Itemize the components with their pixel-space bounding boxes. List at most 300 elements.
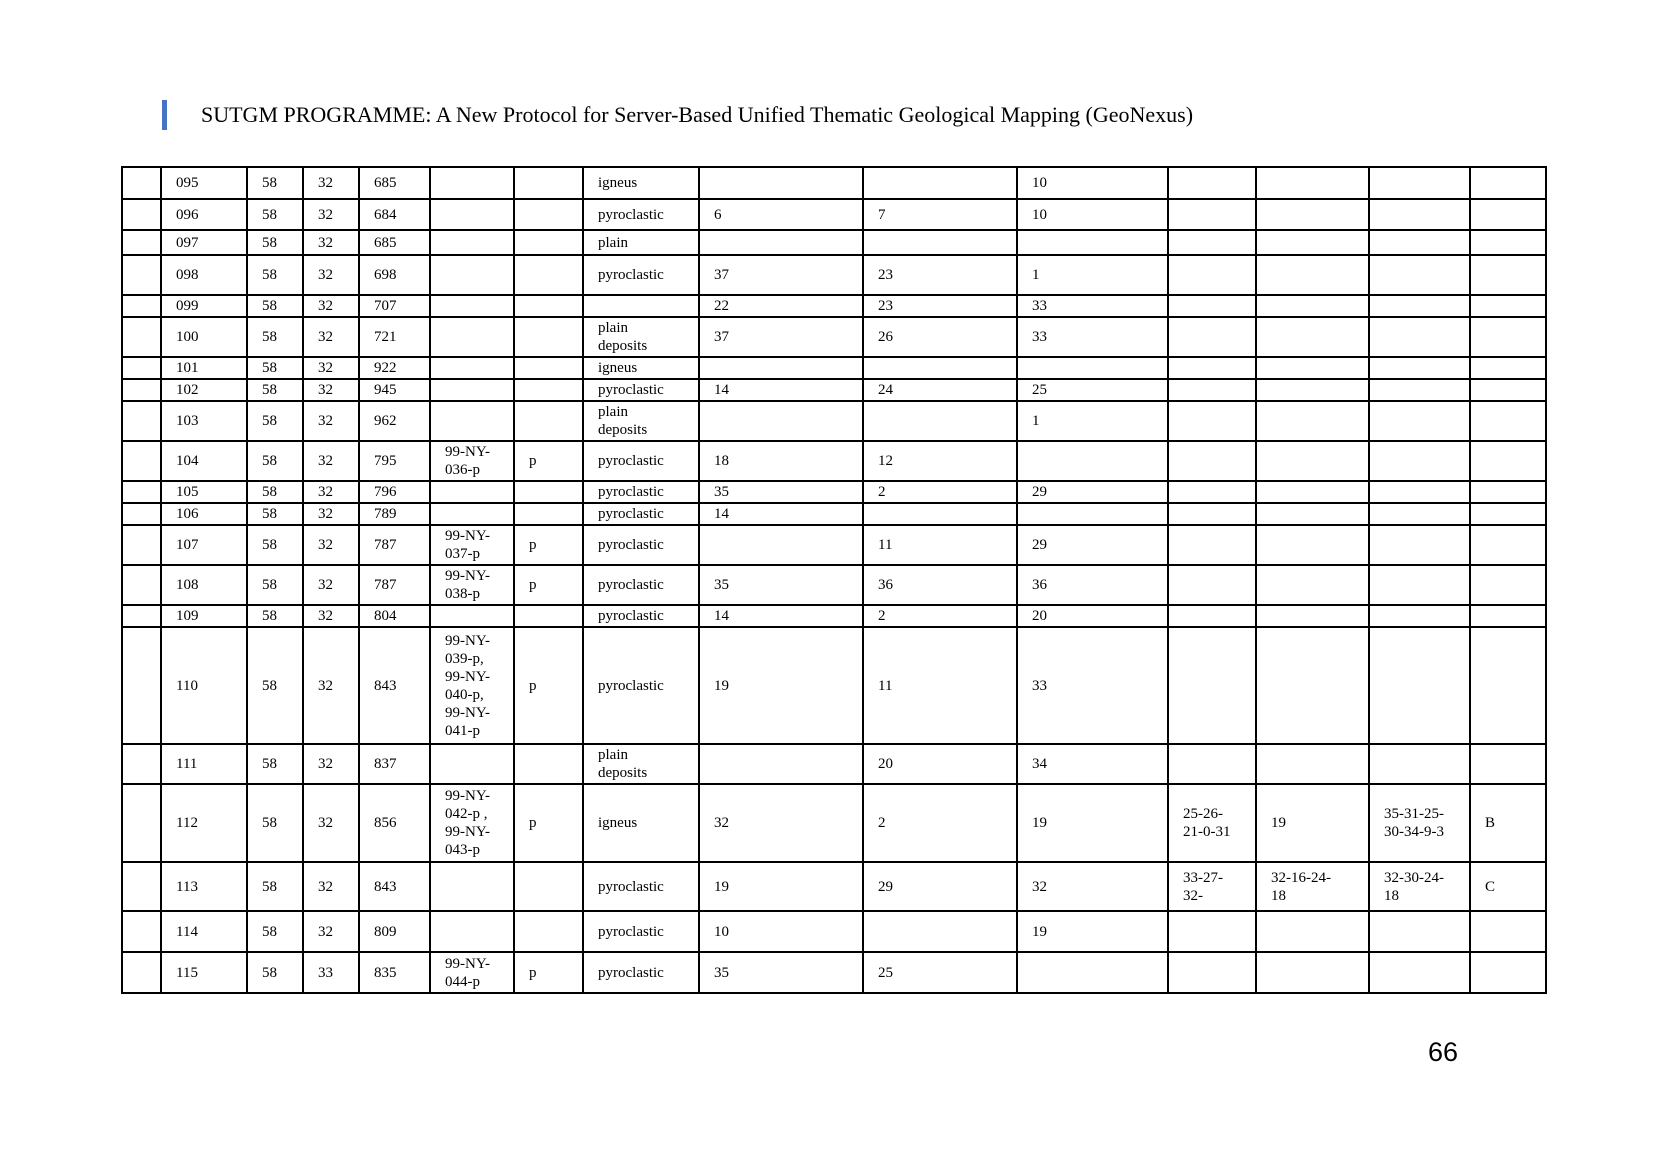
table-cell-col-4: 809	[359, 911, 430, 952]
table-cell-col-3: 32	[303, 911, 359, 952]
table-cell-col-0	[122, 627, 161, 744]
table-cell-col-14	[1470, 565, 1546, 605]
table-cell-col-8	[699, 401, 863, 441]
table-cell-col-6	[514, 357, 583, 379]
table-cell-col-8: 18	[699, 441, 863, 481]
table-cell-col-0	[122, 441, 161, 481]
table-cell-col-8	[699, 230, 863, 255]
table-cell-col-7: igneus	[583, 357, 699, 379]
table-cell-col-14	[1470, 317, 1546, 357]
table-row	[122, 295, 1546, 317]
table-row	[122, 441, 1546, 481]
table-cell-col-5	[430, 401, 514, 441]
table-cell-col-0	[122, 401, 161, 441]
table-cell-col-9	[863, 230, 1017, 255]
table-cell-col-4: 835	[359, 952, 430, 993]
table-cell-col-12	[1256, 295, 1369, 317]
table-cell-col-7: plain	[583, 230, 699, 255]
page-title: SUTGM PROGRAMME: A New Protocol for Server-Based Unified Thematic Geological Mapping (GeoNexus)	[201, 102, 1194, 127]
table-cell-col-1: 097	[161, 230, 247, 255]
table-cell-col-9: 26	[863, 317, 1017, 357]
table-cell-col-3: 32	[303, 525, 359, 565]
table-cell-col-12: 32-16-24- 18	[1256, 862, 1369, 911]
table-cell-col-3: 32	[303, 565, 359, 605]
table-row	[122, 952, 1546, 993]
table-cell-col-0	[122, 255, 161, 295]
table-cell-col-7: pyroclastic	[583, 952, 699, 993]
table-cell-col-2: 58	[247, 862, 303, 911]
table-cell-col-12	[1256, 481, 1369, 503]
table-cell-col-3: 32	[303, 503, 359, 525]
table-cell-col-7: pyroclastic	[583, 503, 699, 525]
table-cell-col-6	[514, 230, 583, 255]
table-cell-col-4: 721	[359, 317, 430, 357]
table-cell-col-11	[1168, 401, 1256, 441]
table-cell-col-7: pyroclastic	[583, 255, 699, 295]
table-cell-col-7: plain deposits	[583, 744, 699, 784]
table-cell-col-5	[430, 911, 514, 952]
table-cell-col-12	[1256, 167, 1369, 199]
table-body	[122, 167, 1546, 993]
table-cell-col-7: pyroclastic	[583, 911, 699, 952]
table-row	[122, 357, 1546, 379]
table-cell-col-13	[1369, 525, 1470, 565]
table-cell-col-10: 36	[1017, 565, 1168, 605]
table-cell-col-11	[1168, 525, 1256, 565]
table-cell-col-11	[1168, 230, 1256, 255]
table-cell-col-8: 37	[699, 255, 863, 295]
table-cell-col-0	[122, 199, 161, 230]
table-cell-col-0	[122, 481, 161, 503]
table-cell-col-10: 20	[1017, 605, 1168, 627]
table-cell-col-2: 58	[247, 295, 303, 317]
table-cell-col-13	[1369, 167, 1470, 199]
table-cell-col-2: 58	[247, 784, 303, 862]
table-cell-col-5: 99-NY- 042-p , 99-NY- 043-p	[430, 784, 514, 862]
table-cell-col-12	[1256, 199, 1369, 230]
table-cell-col-9: 7	[863, 199, 1017, 230]
table-cell-col-3: 33	[303, 952, 359, 993]
table-cell-col-13: 32-30-24- 18	[1369, 862, 1470, 911]
table-row	[122, 317, 1546, 357]
table-cell-col-10: 10	[1017, 167, 1168, 199]
table-cell-col-9: 23	[863, 295, 1017, 317]
table-cell-col-5	[430, 503, 514, 525]
table-cell-col-1: 115	[161, 952, 247, 993]
table-cell-col-9	[863, 357, 1017, 379]
table-cell-col-11	[1168, 379, 1256, 401]
table-cell-col-3: 32	[303, 441, 359, 481]
table-cell-col-8: 37	[699, 317, 863, 357]
table-cell-col-6	[514, 401, 583, 441]
table-cell-col-12	[1256, 525, 1369, 565]
table-row	[122, 230, 1546, 255]
table-cell-col-4: 787	[359, 525, 430, 565]
table-cell-col-6	[514, 255, 583, 295]
table-cell-col-7: igneus	[583, 784, 699, 862]
table-cell-col-13	[1369, 401, 1470, 441]
table-cell-col-3: 32	[303, 605, 359, 627]
table-cell-col-13	[1369, 379, 1470, 401]
table-cell-col-4: 843	[359, 862, 430, 911]
table-cell-col-13	[1369, 295, 1470, 317]
table-cell-col-12	[1256, 379, 1369, 401]
table-cell-col-12	[1256, 503, 1369, 525]
table-cell-col-11	[1168, 503, 1256, 525]
table-cell-col-14: B	[1470, 784, 1546, 862]
table-cell-col-2: 58	[247, 911, 303, 952]
table-cell-col-13	[1369, 255, 1470, 295]
table-cell-col-10: 10	[1017, 199, 1168, 230]
table-row	[122, 784, 1546, 862]
table-cell-col-6	[514, 379, 583, 401]
table-cell-col-7: igneus	[583, 167, 699, 199]
table-cell-col-12	[1256, 605, 1369, 627]
table-cell-col-1: 101	[161, 357, 247, 379]
table-cell-col-4: 787	[359, 565, 430, 605]
table-cell-col-13	[1369, 911, 1470, 952]
table-cell-col-13	[1369, 199, 1470, 230]
table-cell-col-6	[514, 295, 583, 317]
table-cell-col-9	[863, 911, 1017, 952]
table-cell-col-1: 106	[161, 503, 247, 525]
table-cell-col-13	[1369, 605, 1470, 627]
table-cell-col-1: 095	[161, 167, 247, 199]
table-cell-col-9: 12	[863, 441, 1017, 481]
table-cell-col-0	[122, 317, 161, 357]
table-cell-col-3: 32	[303, 627, 359, 744]
table-cell-col-2: 58	[247, 503, 303, 525]
table-cell-col-11: 33-27- 32-	[1168, 862, 1256, 911]
table-cell-col-7: pyroclastic	[583, 605, 699, 627]
table-cell-col-4: 707	[359, 295, 430, 317]
table-cell-col-6: p	[514, 565, 583, 605]
table-cell-col-2: 58	[247, 952, 303, 993]
table-cell-col-0	[122, 605, 161, 627]
table-cell-col-11	[1168, 295, 1256, 317]
table-cell-col-11	[1168, 167, 1256, 199]
table-cell-col-0	[122, 167, 161, 199]
table-cell-col-9	[863, 401, 1017, 441]
table-cell-col-9: 25	[863, 952, 1017, 993]
table-cell-col-8: 35	[699, 952, 863, 993]
table-cell-col-8: 19	[699, 862, 863, 911]
table-cell-col-10: 33	[1017, 627, 1168, 744]
table-cell-col-8: 14	[699, 605, 863, 627]
table-cell-col-4: 685	[359, 230, 430, 255]
table-cell-col-5: 99-NY- 039-p, 99-NY- 040-p, 99-NY- 041-p	[430, 627, 514, 744]
table-cell-col-12	[1256, 401, 1369, 441]
table-cell-col-5: 99-NY- 036-p	[430, 441, 514, 481]
table-cell-col-3: 32	[303, 481, 359, 503]
table-cell-col-11	[1168, 605, 1256, 627]
table-cell-col-1: 102	[161, 379, 247, 401]
table-cell-col-12	[1256, 230, 1369, 255]
table-row	[122, 199, 1546, 230]
table-cell-col-5	[430, 255, 514, 295]
table-cell-col-0	[122, 503, 161, 525]
table-cell-col-0	[122, 295, 161, 317]
table-cell-col-12	[1256, 255, 1369, 295]
table-cell-col-2: 58	[247, 317, 303, 357]
table-cell-col-14	[1470, 295, 1546, 317]
table-cell-col-6	[514, 199, 583, 230]
table-cell-col-13	[1369, 565, 1470, 605]
table-cell-col-7: plain deposits	[583, 317, 699, 357]
table-cell-col-2: 58	[247, 357, 303, 379]
table-cell-col-11	[1168, 481, 1256, 503]
table-cell-col-4: 795	[359, 441, 430, 481]
table-cell-col-6	[514, 744, 583, 784]
table-row	[122, 627, 1546, 744]
table-cell-col-1: 100	[161, 317, 247, 357]
table-cell-col-5	[430, 379, 514, 401]
table-cell-col-10: 33	[1017, 295, 1168, 317]
table-cell-col-1: 098	[161, 255, 247, 295]
table-cell-col-8: 32	[699, 784, 863, 862]
table-cell-col-7: pyroclastic	[583, 379, 699, 401]
table-cell-col-2: 58	[247, 744, 303, 784]
table-cell-col-2: 58	[247, 605, 303, 627]
table-cell-col-1: 110	[161, 627, 247, 744]
table-cell-col-6: p	[514, 441, 583, 481]
table-cell-col-14	[1470, 379, 1546, 401]
table-cell-col-13	[1369, 952, 1470, 993]
table-cell-col-10	[1017, 952, 1168, 993]
table-cell-col-10: 34	[1017, 744, 1168, 784]
table-cell-col-11	[1168, 255, 1256, 295]
table-cell-col-13	[1369, 744, 1470, 784]
table-cell-col-8: 19	[699, 627, 863, 744]
table-cell-col-14	[1470, 952, 1546, 993]
table-cell-col-2: 58	[247, 230, 303, 255]
table-cell-col-6: p	[514, 952, 583, 993]
table-cell-col-6	[514, 317, 583, 357]
table-cell-col-8: 35	[699, 481, 863, 503]
table-cell-col-14	[1470, 911, 1546, 952]
table-cell-col-14	[1470, 605, 1546, 627]
table-cell-col-0	[122, 230, 161, 255]
table-cell-col-2: 58	[247, 525, 303, 565]
table-cell-col-4: 962	[359, 401, 430, 441]
table-cell-col-1: 109	[161, 605, 247, 627]
table-cell-col-4: 796	[359, 481, 430, 503]
table-cell-col-6	[514, 911, 583, 952]
table-cell-col-5	[430, 295, 514, 317]
table-cell-col-7: pyroclastic	[583, 862, 699, 911]
table-cell-col-10	[1017, 503, 1168, 525]
table-cell-col-9: 23	[863, 255, 1017, 295]
table-cell-col-4: 804	[359, 605, 430, 627]
table-cell-col-4: 856	[359, 784, 430, 862]
table-row	[122, 401, 1546, 441]
table-cell-col-13	[1369, 357, 1470, 379]
table-cell-col-11	[1168, 199, 1256, 230]
table-cell-col-8	[699, 525, 863, 565]
table-cell-col-3: 32	[303, 862, 359, 911]
table-cell-col-3: 32	[303, 784, 359, 862]
table-cell-col-7: pyroclastic	[583, 525, 699, 565]
table-cell-col-11	[1168, 744, 1256, 784]
table-cell-col-5	[430, 357, 514, 379]
table-cell-col-8	[699, 744, 863, 784]
table-cell-col-0	[122, 379, 161, 401]
table-cell-col-7: pyroclastic	[583, 441, 699, 481]
table-cell-col-9	[863, 503, 1017, 525]
table-cell-col-11	[1168, 441, 1256, 481]
table-cell-col-1: 108	[161, 565, 247, 605]
table-cell-col-9: 11	[863, 627, 1017, 744]
table-cell-col-5	[430, 481, 514, 503]
table-cell-col-10: 33	[1017, 317, 1168, 357]
table-cell-col-13	[1369, 230, 1470, 255]
table-row	[122, 525, 1546, 565]
table-cell-col-3: 32	[303, 255, 359, 295]
table-cell-col-13	[1369, 317, 1470, 357]
table-cell-col-6: p	[514, 784, 583, 862]
table-cell-col-9: 24	[863, 379, 1017, 401]
table-cell-col-8: 22	[699, 295, 863, 317]
table-cell-col-10: 19	[1017, 784, 1168, 862]
table-cell-col-9: 2	[863, 481, 1017, 503]
table-cell-col-2: 58	[247, 481, 303, 503]
table-cell-col-11: 25-26- 21-0-31	[1168, 784, 1256, 862]
table-cell-col-0	[122, 862, 161, 911]
table-cell-col-0	[122, 565, 161, 605]
table-cell-col-2: 58	[247, 401, 303, 441]
table-row	[122, 503, 1546, 525]
table-row	[122, 379, 1546, 401]
table-cell-col-5: 99-NY- 044-p	[430, 952, 514, 993]
table-cell-col-9: 2	[863, 784, 1017, 862]
table-cell-col-14	[1470, 401, 1546, 441]
table-cell-col-0	[122, 911, 161, 952]
table-cell-col-0	[122, 357, 161, 379]
table-cell-col-14	[1470, 627, 1546, 744]
table-cell-col-12	[1256, 952, 1369, 993]
table-cell-col-10: 25	[1017, 379, 1168, 401]
table-cell-col-10	[1017, 441, 1168, 481]
table-cell-col-7: pyroclastic	[583, 199, 699, 230]
table-cell-col-14	[1470, 744, 1546, 784]
table-cell-col-7: plain deposits	[583, 401, 699, 441]
table-cell-col-10: 1	[1017, 401, 1168, 441]
table-cell-col-6	[514, 503, 583, 525]
geological-data-table	[121, 166, 1547, 994]
table-cell-col-6	[514, 167, 583, 199]
table-cell-col-10: 29	[1017, 481, 1168, 503]
table-cell-col-9: 2	[863, 605, 1017, 627]
table-row	[122, 167, 1546, 199]
header-accent-bar	[162, 100, 167, 130]
table-cell-col-5	[430, 167, 514, 199]
table-cell-col-5: 99-NY- 037-p	[430, 525, 514, 565]
table-cell-col-2: 58	[247, 627, 303, 744]
table-cell-col-8	[699, 167, 863, 199]
table-cell-col-9: 11	[863, 525, 1017, 565]
table-row	[122, 911, 1546, 952]
table-cell-col-11	[1168, 565, 1256, 605]
table-cell-col-12	[1256, 744, 1369, 784]
table-cell-col-12: 19	[1256, 784, 1369, 862]
table-cell-col-11	[1168, 317, 1256, 357]
table-cell-col-2: 58	[247, 199, 303, 230]
table-cell-col-10: 1	[1017, 255, 1168, 295]
table-cell-col-9: 36	[863, 565, 1017, 605]
table-cell-col-1: 099	[161, 295, 247, 317]
page-number: 66	[1428, 1037, 1459, 1067]
table-cell-col-4: 684	[359, 199, 430, 230]
table-cell-col-14	[1470, 357, 1546, 379]
table-cell-col-3: 32	[303, 744, 359, 784]
table-cell-col-4: 698	[359, 255, 430, 295]
table-cell-col-5	[430, 317, 514, 357]
table-cell-col-3: 32	[303, 295, 359, 317]
table-cell-col-5	[430, 199, 514, 230]
table-cell-col-12	[1256, 627, 1369, 744]
table-cell-col-14	[1470, 481, 1546, 503]
table-cell-col-10: 29	[1017, 525, 1168, 565]
table-cell-col-11	[1168, 357, 1256, 379]
table-cell-col-1: 105	[161, 481, 247, 503]
table-cell-col-6	[514, 605, 583, 627]
table-cell-col-1: 107	[161, 525, 247, 565]
table-cell-col-4: 789	[359, 503, 430, 525]
table-cell-col-3: 32	[303, 401, 359, 441]
table-cell-col-5: 99-NY- 038-p	[430, 565, 514, 605]
table-cell-col-4: 843	[359, 627, 430, 744]
table-cell-col-12	[1256, 565, 1369, 605]
table-cell-col-6	[514, 481, 583, 503]
table-cell-col-1: 113	[161, 862, 247, 911]
table-row	[122, 565, 1546, 605]
table-cell-col-13	[1369, 441, 1470, 481]
table-cell-col-6: p	[514, 627, 583, 744]
table-cell-col-3: 32	[303, 357, 359, 379]
table-cell-col-9: 29	[863, 862, 1017, 911]
table-row	[122, 862, 1546, 911]
table-cell-col-3: 32	[303, 167, 359, 199]
table-cell-col-12	[1256, 317, 1369, 357]
table-cell-col-14	[1470, 525, 1546, 565]
table-cell-col-1: 112	[161, 784, 247, 862]
table-cell-col-1: 104	[161, 441, 247, 481]
table-cell-col-9	[863, 167, 1017, 199]
table-cell-col-7: pyroclastic	[583, 627, 699, 744]
table-cell-col-8: 6	[699, 199, 863, 230]
table-cell-col-9: 20	[863, 744, 1017, 784]
table-cell-col-10	[1017, 357, 1168, 379]
table-cell-col-2: 58	[247, 441, 303, 481]
table-cell-col-0	[122, 784, 161, 862]
table-cell-col-12	[1256, 441, 1369, 481]
table-row	[122, 255, 1546, 295]
table-row	[122, 744, 1546, 784]
table-cell-col-2: 58	[247, 167, 303, 199]
table-cell-col-13	[1369, 481, 1470, 503]
table-cell-col-5	[430, 862, 514, 911]
table-cell-col-8: 10	[699, 911, 863, 952]
table-cell-col-5	[430, 605, 514, 627]
table-cell-col-14: C	[1470, 862, 1546, 911]
table-cell-col-10: 32	[1017, 862, 1168, 911]
table-cell-col-7: pyroclastic	[583, 565, 699, 605]
table-cell-col-14	[1470, 255, 1546, 295]
table-cell-col-1: 114	[161, 911, 247, 952]
table-cell-col-11	[1168, 911, 1256, 952]
table-cell-col-4: 837	[359, 744, 430, 784]
table-cell-col-11	[1168, 952, 1256, 993]
